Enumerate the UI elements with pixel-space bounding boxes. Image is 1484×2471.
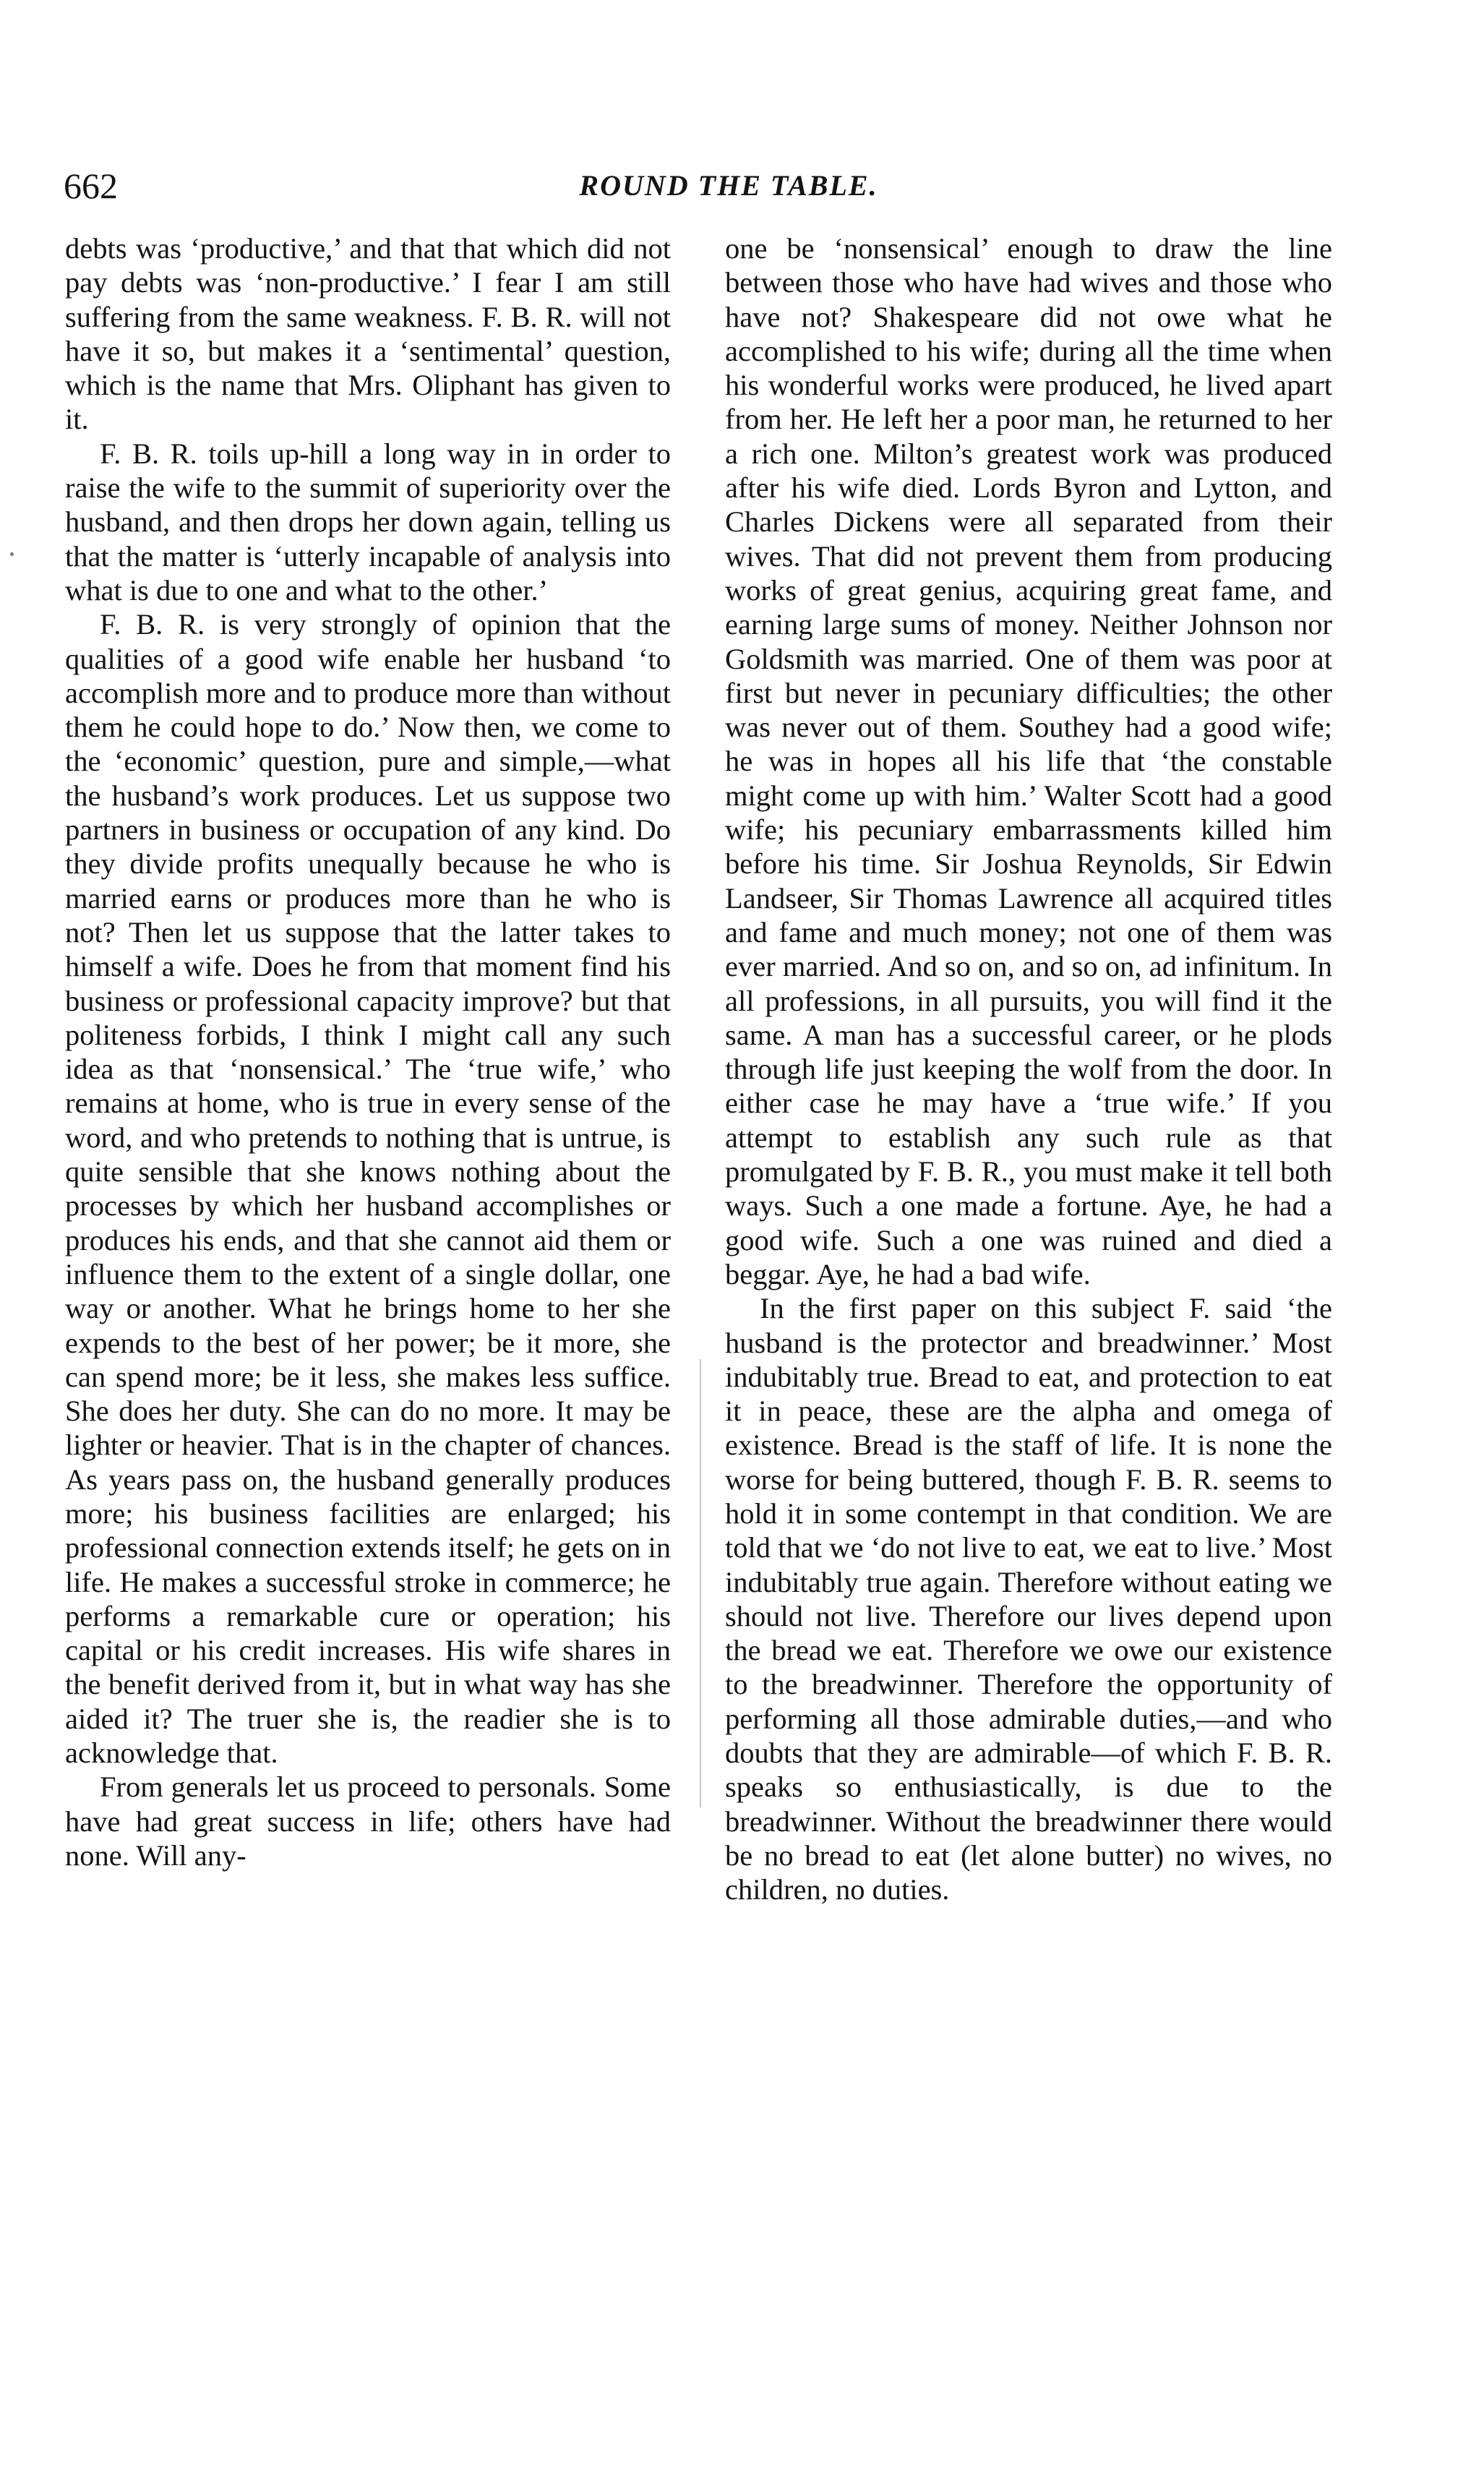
paragraph: F. B. R. is very strongly of opinion that the qualities of a good wife enable her husband ‘to accomplish more and to produce more than without them he could hope to do.’ Now then, we come to the ‘economic’ question, pure and simple,—what the husband’s work produces. Let us suppose two partners in business or occupation of any kind. Do they divide profits unequally because he who is married earns or produces more than he who is not? Then let us suppose that the latter takes to himself a wife. Does he from that moment find his business or professional capacity improve? but that politeness forbids, I think I might call any such idea as that ‘nonsensical.’ The ‘true wife,’ who remains at home, who is true in every sense of the word, and who pretends to nothing that is untrue, is quite sensible that she knows nothing about the processes by which her husband accomplishes or produces his ends, and that she cannot aid them or influence them to the extent of a single dollar, one way or another. What he brings home to her she expends to the best of her power; be it more, she can spend more; be it less, she makes less suffice. She does her duty. She can do no more. It may be lighter or heavier. That is in the chapter of chances. As years pass on, the husband generally produces more; his business facilities are enlarged; his professional connection extends itself; he gets on in life. He makes a successful stroke in commerce; he performs a remarkable cure or operation; his capital or his credit increases. His wife shares in the benefit derived from it, but in what way has she aided it? The truer she is, the readier she is to acknowledge that. — [65, 608, 671, 1770]
gutter-line — [700, 1359, 701, 1807]
left-column — [65, 231, 671, 1872]
paragraph: In the first paper on this subject F. said ‘the husband is the protector and breadwinner.’ Most indubitably true. Bread to eat, and protection to eat it in peace, these are the alpha and omega of existence. Bread is the staff of life. It is none the worse for being buttered, though F. B. R. seems to hold it in some contempt in that condition. We are told that we ‘do not live to eat, we eat to live.’ Most indubitably true again. Therefore without eating we should not live. Therefore our lives depend upon the bread we eat. Therefore we owe our existence to the breadwinner. Therefore the opportunity of performing all those admirable duties,—and who doubts that they are admirable—of which F. B. R. speaks so enthusiastically, is due to the breadwinner. Without the breadwinner there would be no bread to eat (let alone butter) no wives, no children, no duties. — [725, 1292, 1332, 1906]
running-title: ROUND THE TABLE. — [579, 169, 878, 202]
page-header — [64, 160, 1350, 211]
margin-speck — [10, 552, 14, 556]
right-column — [725, 231, 1332, 1907]
paragraph: From generals let us proceed to personals. Some have had great success in life; others have had none. Will any- — [65, 1770, 671, 1872]
page-number: 662 — [64, 166, 118, 206]
paragraph: one be ‘nonsensical’ enough to draw the line between those who have had wives and those who have not? Shakespeare did not owe what he accomplished to his wife; during all the time when his wonderful works were produced, he lived apart from her. He left her a poor man, he returned to her a rich one. Milton’s greatest work was produced after his wife died. Lords Byron and Lytton, and Charles Dickens were all separated from their wives. That did not prevent them from producing works of great genius, acquiring great fame, and earning large sums of money. Neither Johnson nor Goldsmith was married. One of them was poor at first but never in pecuniary difficulties; the other was never out of them. Southey had a good wife; he was in hopes all his life that ‘the constable might come up with him.’ Walter Scott had a good wife; his pecuniary embarrassments killed him before his time. Sir Joshua Reynolds, Sir Edwin Landseer, Sir Thomas Lawrence all acquired titles and fame and much money; not one of them was ever married. And so on, and so on, ad infinitum. In all professions, in all pursuits, you will find it the same. A man has a successful career, or he plods through life just keeping the wolf from the door. In either case he may have a ‘true wife.’ If you attempt to establish any such rule as that promulgated by F. B. R., you must make it tell both ways. Such a one made a fortune. Aye, he had a good wife. Such a one was ruined and died a beggar. Aye, he had a bad wife. — [725, 232, 1332, 1290]
paragraph: F. B. R. toils up-hill a long way in in order to raise the wife to the summit of superiority over the husband, and then drops her down again, telling us that the matter is ‘utterly incapable of analysis into what is due to one and what to the other.’ — [65, 437, 671, 607]
paragraph: debts was ‘productive,’ and that that which did not pay debts was ‘non-productive.’ I fear I am still suffering from the same weakness. F. B. R. will not have it so, but makes it a ‘sentimental’ question, which is the name that Mrs. Oliphant has given to it. — [65, 232, 671, 436]
